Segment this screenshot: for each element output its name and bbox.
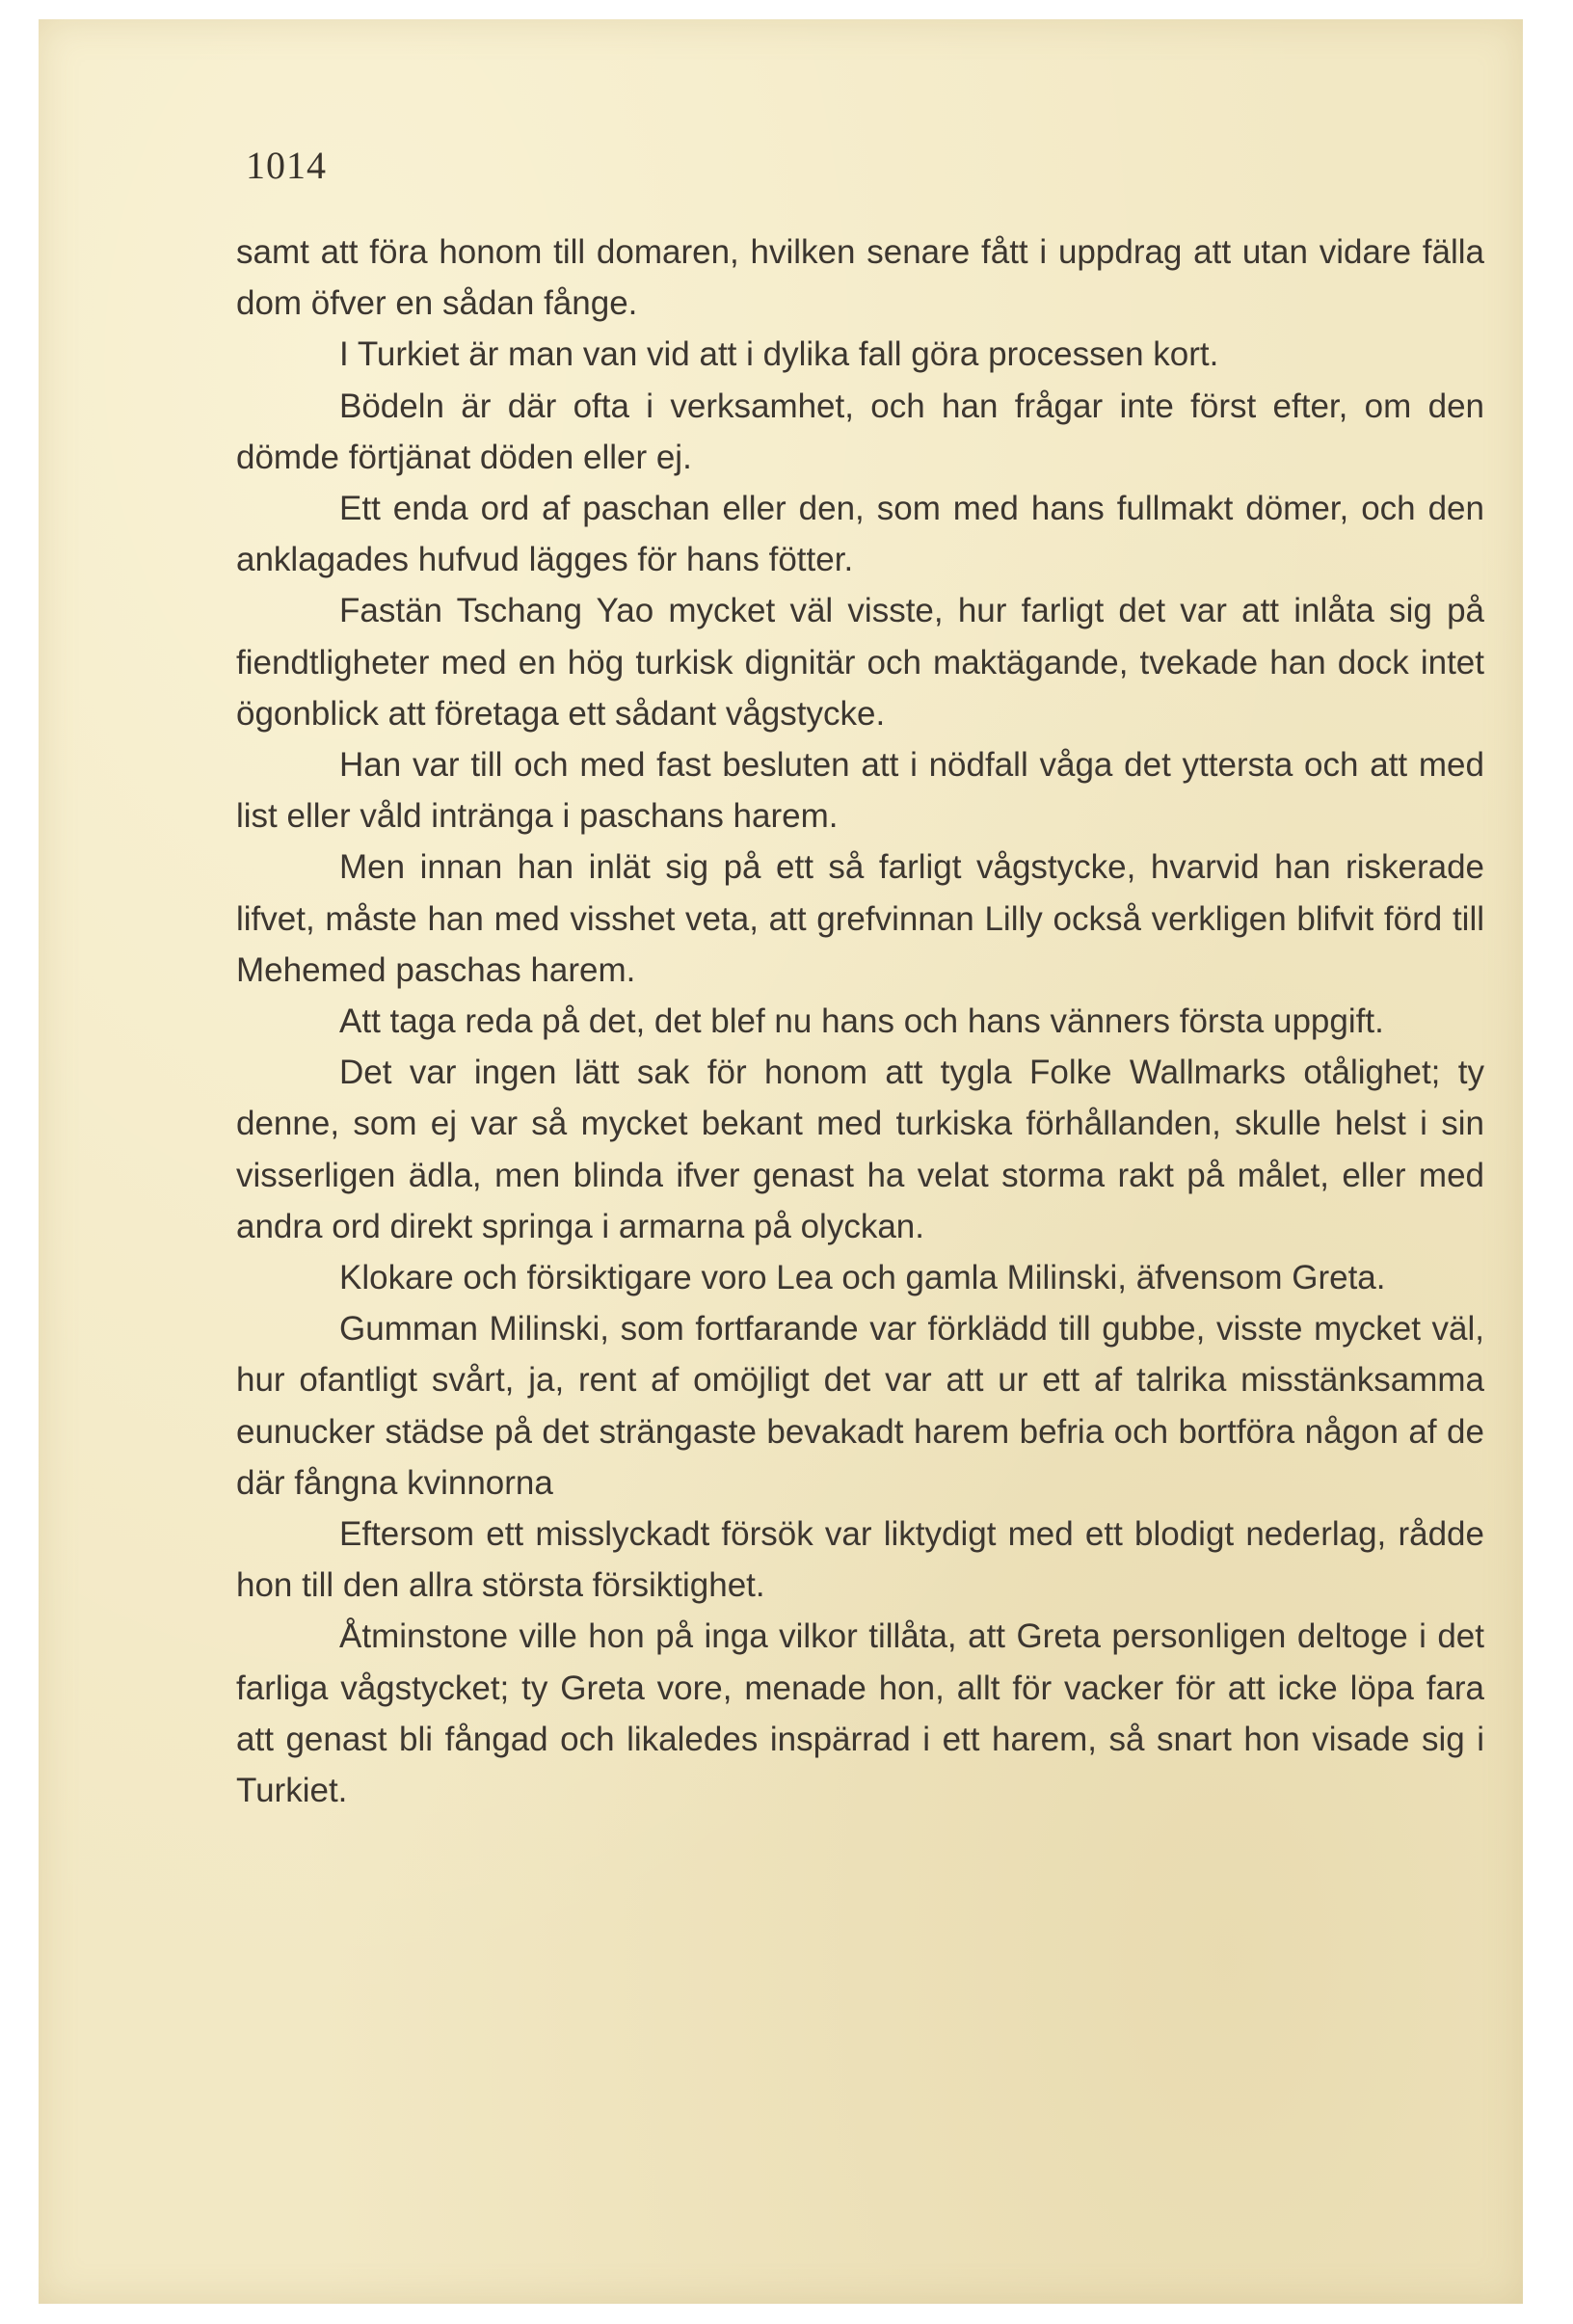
paragraph: Att taga reda på det, det blef nu hans och hans vänners första uppgift.	[339, 1002, 1384, 1041]
body-text	[236, 227, 1484, 1816]
paragraph: Gumman Milinski, som fortfarande var förklädd till gubbe, visste mycket väl, hur ofantligt svårt, ja, rent af omöjligt det var att ur ett af talrika misstänksamma eunucker städse på det strängaste bevakadt harem befria och bortföra någon af de där fångna kvinnorna	[236, 1310, 1484, 1502]
paragraph: Han var till och med fast besluten att i nödfall våga det yttersta och att med list eller våld intränga i paschans harem.	[236, 746, 1484, 836]
paragraph: Men innan han inlät sig på ett så farligt vågstycke, hvarvid han riskerade lifvet, måste han med visshet veta, att grefvinnan Lilly också verkligen blifvit förd till Mehemed paschas harem.	[236, 848, 1484, 989]
paragraph: Bödeln är där ofta i verksamhet, och han frågar inte först efter, om den dömde förtjänat döden eller ej.	[236, 387, 1484, 476]
book-page	[39, 19, 1523, 2304]
paragraph: Det var ingen lätt sak för honom att tygla Folke Wallmarks otålighet; ty denne, som ej var så mycket bekant med turkiska förhållanden, skulle helst i sin visserligen ädla, men blinda ifver genast ha velat storma rakt på målet, eller med andra ord direkt springa i armarna på olyckan.	[236, 1054, 1484, 1245]
paragraph: Fastän Tschang Yao mycket väl visste, hur farligt det var att inlåta sig på fiendtligheter med en hög turkisk dignitär och maktägande, tvekade han dock intet ögonblick att företaga ett sådant vågstycke.	[236, 592, 1484, 733]
paragraph: Eftersom ett misslyckadt försök var liktydigt med ett blodigt nederlag, rådde hon till den allra största försiktighet.	[236, 1515, 1484, 1605]
paragraph: I Turkiet är man van vid att i dylika fall göra processen kort.	[339, 335, 1219, 374]
paragraph: Ett enda ord af paschan eller den, som med hans fullmakt dömer, och den anklagades hufvud lägges för hans fötter.	[236, 490, 1484, 579]
page-number: 1014	[246, 144, 327, 187]
paragraph: Åtminstone ville hon på inga vilkor tillåta, att Greta personligen deltoge i det farliga vågstycket; ty Greta vore, menade hon, allt för vacker för att icke löpa fara att genast bli fångad och likaledes inspärrad i ett harem, så snart hon visade sig i Turkiet.	[236, 1617, 1484, 1810]
paragraph: samt att föra honom till domaren, hvilken senare fått i uppdrag att utan vidare fälla dom öfver en sådan fånge.	[236, 233, 1484, 323]
paragraph: Klokare och försiktigare voro Lea och gamla Milinski, äfvensom Greta.	[339, 1259, 1386, 1297]
